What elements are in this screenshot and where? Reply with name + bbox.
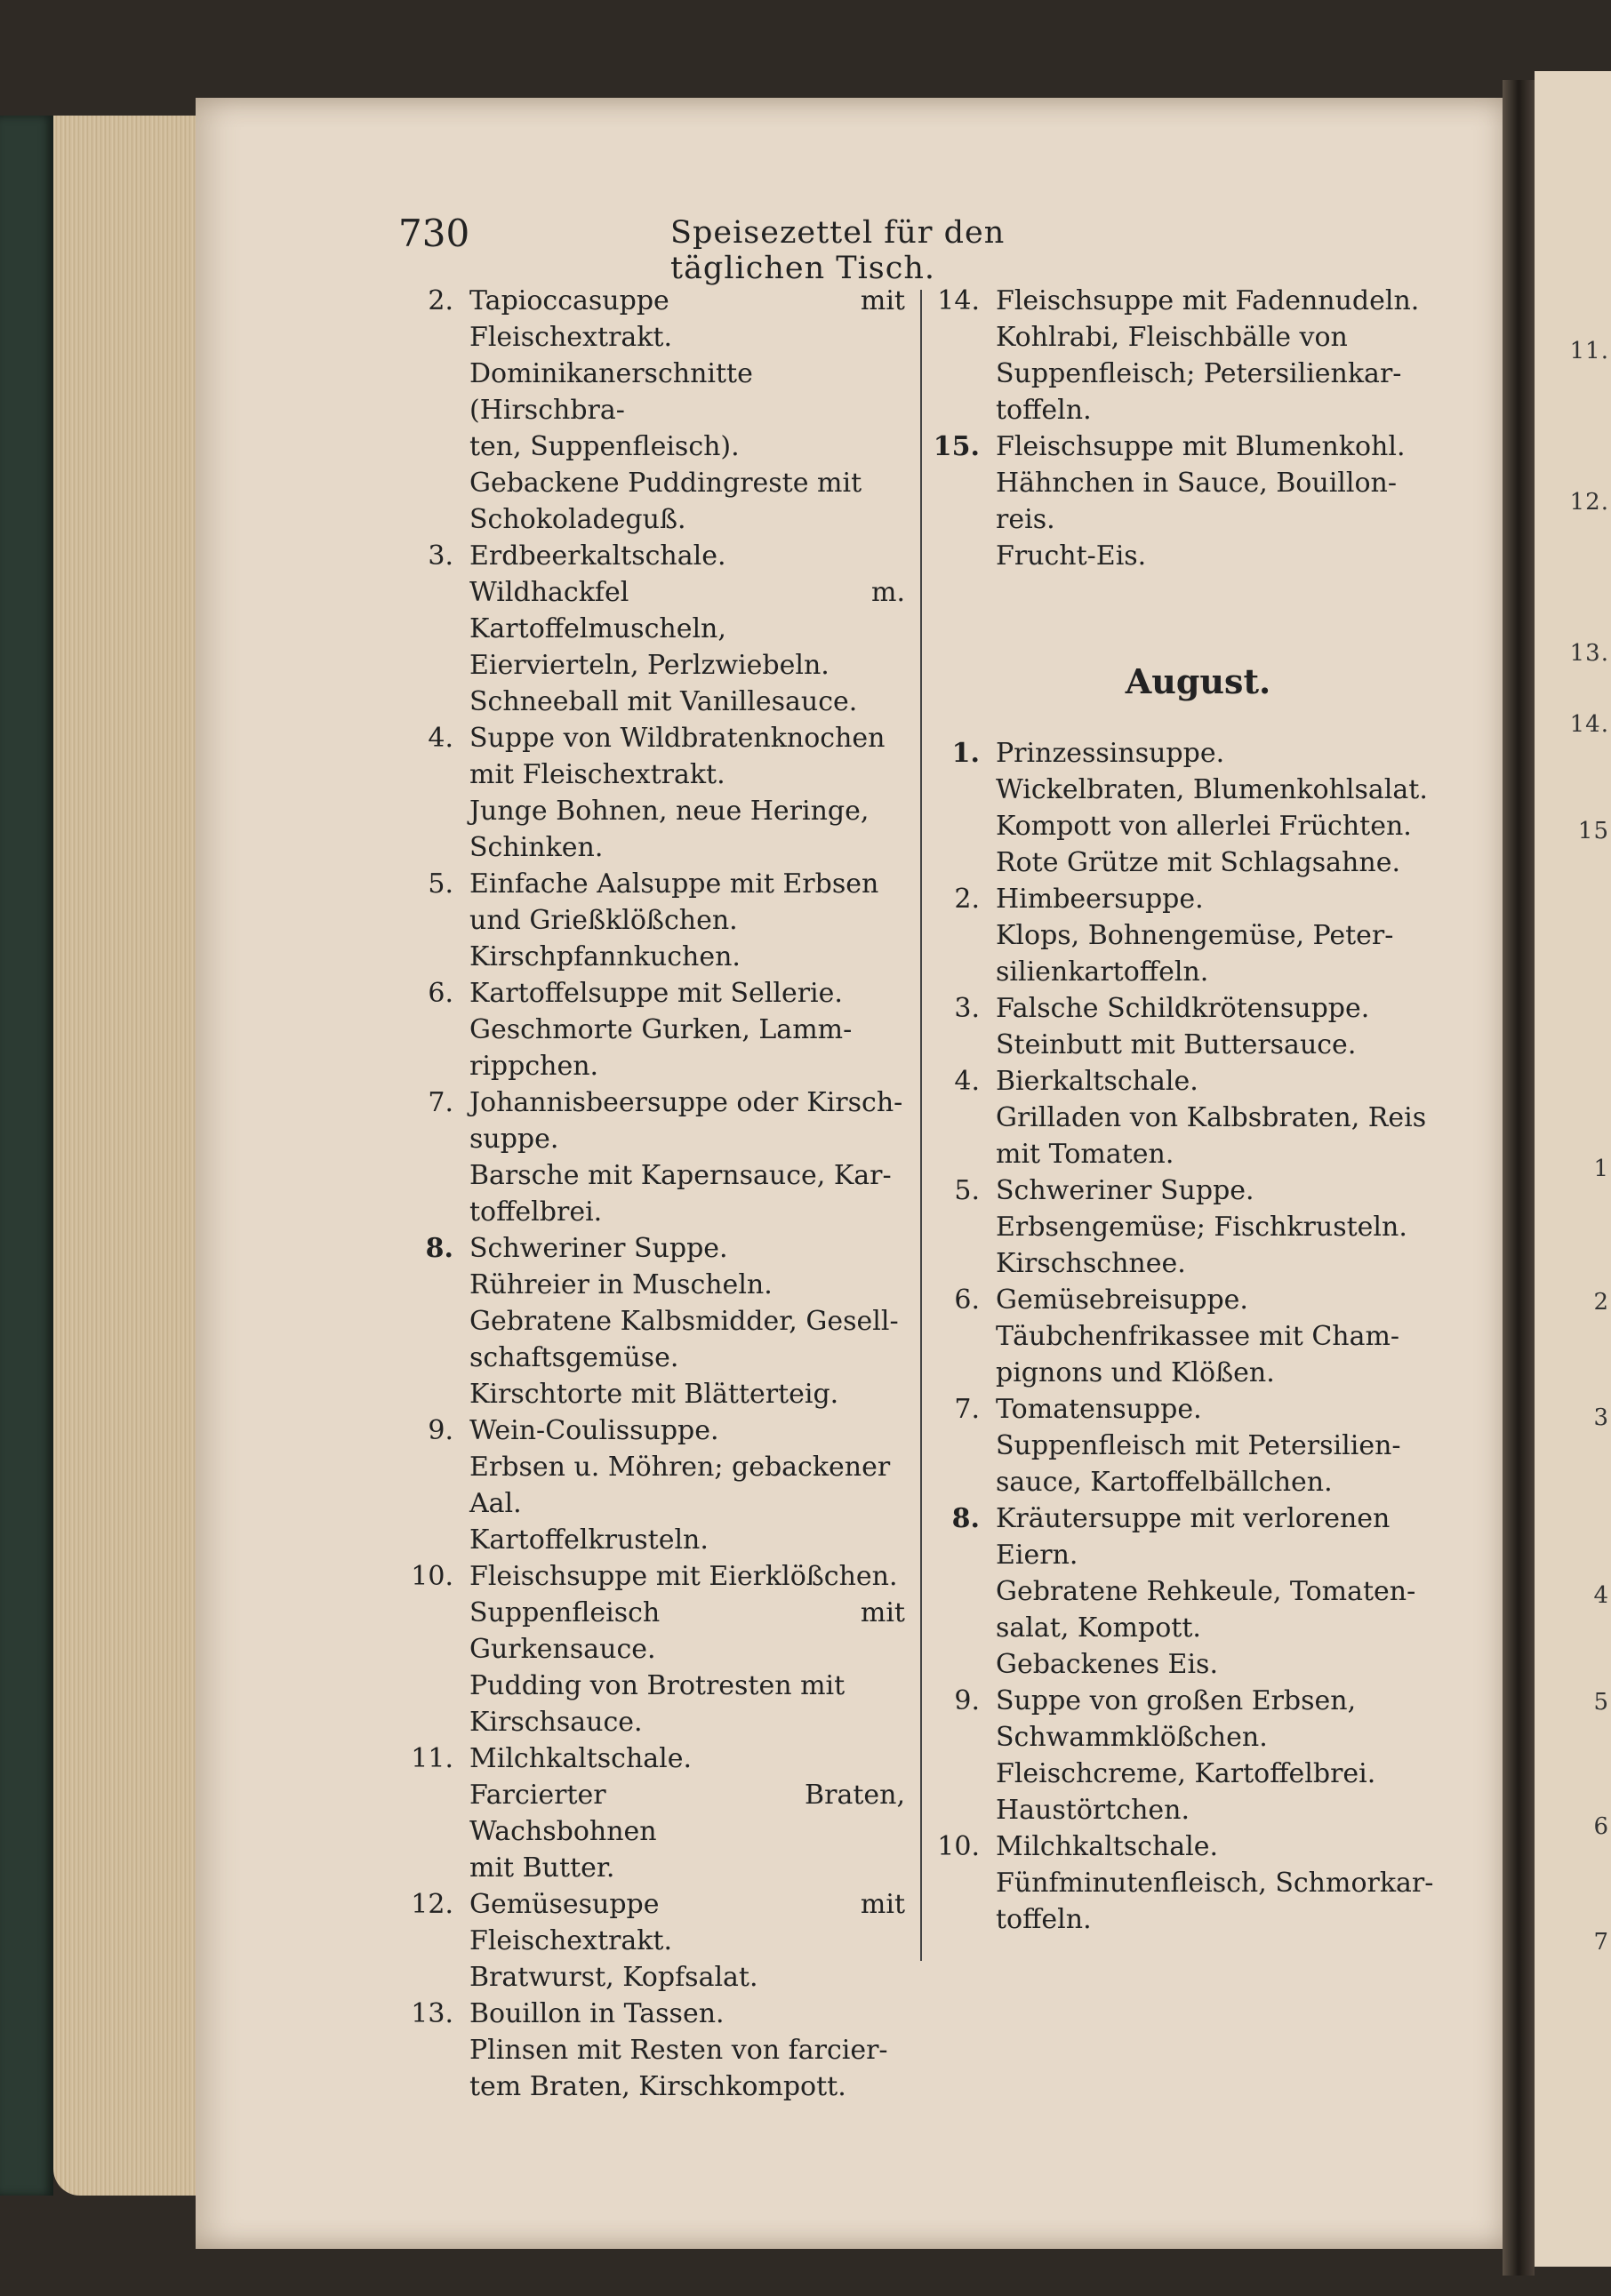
menu-line: Bierkaltschale. xyxy=(996,1066,1198,1097)
menu-items xyxy=(469,1558,905,1740)
menu-line: Tomatensuppe. xyxy=(996,1394,1202,1425)
day-number: 4. xyxy=(954,1066,980,1097)
day-number: 10. xyxy=(411,1561,453,1592)
menu-line: Geschmorte Gurken, Lamm- xyxy=(469,1014,853,1045)
facing-page-number: 5 xyxy=(1593,1689,1609,1716)
menu-line: Rote Grütze mit Schlagsahne. xyxy=(996,847,1400,878)
menu-line: Pudding von Brotresten mit xyxy=(469,1670,846,1701)
menu-line: Erbsengemüse; Fischkrusteln. xyxy=(996,1212,1407,1243)
menu-entry xyxy=(925,990,1436,1063)
menu-line: Gebackene Puddingreste mit xyxy=(469,468,862,499)
menu-line: Fünfminutenfleisch, Schmorkar- xyxy=(996,1868,1434,1899)
menu-line: Dominikanerschnitte (Hirschbra- xyxy=(469,358,753,426)
menu-entry xyxy=(398,538,905,720)
menu-line: reis. xyxy=(996,504,1055,535)
menu-line: toffeln. xyxy=(996,1904,1092,1935)
menu-line: Haustörtchen. xyxy=(996,1795,1190,1826)
day-number: 1. xyxy=(951,738,980,769)
day-number: 3. xyxy=(954,993,980,1024)
running-title: Speisezettel für den täglichen Tisch. xyxy=(670,215,1006,286)
menu-items xyxy=(469,1886,905,1996)
menu-items xyxy=(996,1828,1436,1938)
day-number: 9. xyxy=(428,1415,453,1446)
menu-items xyxy=(996,735,1436,881)
day-number: 3. xyxy=(428,540,453,572)
menu-entry xyxy=(925,881,1436,990)
menu-line: Himbeersuppe. xyxy=(996,884,1204,915)
facing-page-number: 14. xyxy=(1569,711,1609,738)
menu-line: Kartoffelsuppe mit Sellerie. xyxy=(469,978,843,1009)
menu-items xyxy=(996,881,1436,990)
menu-entry xyxy=(398,1558,905,1740)
menu-line: salat, Kompott. xyxy=(996,1612,1201,1644)
menu-items xyxy=(469,866,905,975)
menu-line: Kartoffelkrusteln. xyxy=(469,1524,709,1556)
menu-entry xyxy=(398,1740,905,1886)
menu-entry xyxy=(398,283,905,538)
menu-items xyxy=(469,283,905,538)
menu-entry xyxy=(925,1282,1436,1391)
day-number: 14. xyxy=(937,285,980,316)
menu-items xyxy=(996,428,1436,574)
column-divider xyxy=(920,290,922,1961)
menu-entry xyxy=(925,428,1436,574)
menu-line: mit Tomaten. xyxy=(996,1139,1174,1170)
day-number: 5. xyxy=(954,1175,980,1206)
facing-page-number: 12. xyxy=(1569,489,1609,516)
menu-line: Schweriner Suppe. xyxy=(469,1233,728,1264)
menu-line: Gebratene Kalbsmidder, Gesell- xyxy=(469,1306,899,1337)
menu-items xyxy=(996,1063,1436,1172)
right-column-july-entries xyxy=(925,283,1436,574)
day-number: 7. xyxy=(954,1394,980,1425)
menu-line: toffeln. xyxy=(996,395,1092,426)
menu-line: Schweriner Suppe. xyxy=(996,1175,1254,1206)
facing-page-number: 15 xyxy=(1577,818,1609,844)
menu-entry xyxy=(398,1412,905,1558)
menu-line: Schokoladeguß. xyxy=(469,504,686,535)
menu-line: Suppe von großen Erbsen, xyxy=(996,1685,1357,1716)
day-number: 2. xyxy=(954,884,980,915)
day-number: 6. xyxy=(428,978,453,1009)
menu-line: Wickelbraten, Blumenkohlsalat. xyxy=(996,774,1428,805)
page-header xyxy=(398,212,1159,286)
menu-line: Junge Bohnen, neue Heringe, xyxy=(469,796,870,827)
menu-entry xyxy=(925,735,1436,881)
menu-line: Suppenfleisch mit Petersilien- xyxy=(996,1430,1401,1461)
menu-line: Frucht-Eis. xyxy=(996,540,1147,572)
menu-items xyxy=(469,1230,905,1412)
menu-entry xyxy=(925,1063,1436,1172)
menu-line: mit Fleischextrakt. xyxy=(469,759,725,790)
menu-entry xyxy=(398,975,905,1084)
menu-entry xyxy=(398,720,905,866)
menu-entry xyxy=(925,1172,1436,1282)
menu-line: silienkartoffeln. xyxy=(996,956,1209,988)
menu-line: Hähnchen in Sauce, Bouillon- xyxy=(996,468,1397,499)
menu-line: toffelbrei. xyxy=(469,1196,603,1228)
menu-line: Klops, Bohnengemüse, Peter- xyxy=(996,920,1394,951)
menu-line: Eiervierteln, Perlzwiebeln. xyxy=(469,650,830,681)
day-number: 11. xyxy=(411,1743,453,1774)
menu-line: Milchkaltschale. xyxy=(469,1743,693,1774)
day-number: 12. xyxy=(411,1889,453,1920)
menu-items xyxy=(996,1500,1436,1683)
menu-items xyxy=(469,720,905,866)
right-column-august-entries xyxy=(925,735,1436,1938)
menu-items xyxy=(996,283,1436,428)
menu-entry xyxy=(925,1828,1436,1938)
menu-line: tem Braten, Kirschkompott. xyxy=(469,2071,846,2102)
facing-page-edge xyxy=(1535,71,1611,2267)
day-number: 15. xyxy=(933,431,980,462)
menu-line: pignons und Klößen. xyxy=(996,1357,1275,1388)
menu-line: suppe. xyxy=(469,1124,559,1155)
menu-line: Gebackenes Eis. xyxy=(996,1649,1218,1680)
menu-line: Eiern. xyxy=(996,1540,1078,1571)
menu-line: rippchen. xyxy=(469,1051,599,1082)
book-spine-gap xyxy=(1503,80,1535,2276)
day-number: 4. xyxy=(428,723,453,754)
day-number: 8. xyxy=(951,1503,980,1534)
menu-line: Schwammklößchen. xyxy=(996,1722,1268,1753)
menu-line: Barsche mit Kapernsauce, Kar- xyxy=(469,1160,892,1191)
menu-entry xyxy=(925,283,1436,428)
menu-line: Prinzessinsuppe. xyxy=(996,738,1225,769)
menu-items xyxy=(469,975,905,1084)
day-number: 6. xyxy=(954,1284,980,1316)
menu-items xyxy=(996,1172,1436,1282)
menu-entry xyxy=(925,1683,1436,1828)
menu-line: Steinbutt mit Buttersauce. xyxy=(996,1029,1357,1060)
menu-line: Erdbeerkaltschale. xyxy=(469,540,726,572)
menu-line: Fleischcreme, Kartoffelbrei. xyxy=(996,1758,1376,1789)
menu-line: Fleischsuppe mit Fadennudeln. xyxy=(996,285,1420,316)
menu-line: Grilladen von Kalbsbraten, Reis xyxy=(996,1102,1427,1133)
facing-page-number: 7 xyxy=(1593,1929,1609,1956)
menu-line: Kirschpfannkuchen. xyxy=(469,941,741,972)
menu-line: Rühreier in Muscheln. xyxy=(469,1269,773,1300)
menu-items xyxy=(996,1391,1436,1500)
menu-line: Kirschschnee. xyxy=(996,1248,1186,1279)
menu-line: Kirschsauce. xyxy=(469,1707,643,1738)
facing-page-number: 13. xyxy=(1569,640,1609,667)
book-cover-edge xyxy=(0,116,53,2196)
menu-line: Schneeball mit Vanillesauce. xyxy=(469,686,858,717)
menu-entry xyxy=(398,1886,905,1996)
right-column xyxy=(925,283,1436,1938)
month-heading: August. xyxy=(1125,661,1271,701)
day-number: 8. xyxy=(425,1233,453,1264)
menu-line: Bratwurst, Kopfsalat. xyxy=(469,1962,758,1993)
menu-line: Plinsen mit Resten von farcier- xyxy=(469,2035,888,2066)
menu-line: Bouillon in Tassen. xyxy=(469,1998,725,2029)
menu-items xyxy=(469,1412,905,1558)
menu-items xyxy=(996,990,1436,1063)
menu-entry xyxy=(398,1084,905,1230)
menu-line: Täubchenfrikassee mit Cham- xyxy=(996,1321,1400,1352)
menu-entry xyxy=(925,1500,1436,1683)
menu-line: Milchkaltschale. xyxy=(996,1831,1219,1862)
menu-line: Kräutersuppe mit verlorenen xyxy=(996,1503,1391,1534)
menu-line: Suppenfleisch mit Gurkensauce. xyxy=(469,1597,905,1665)
menu-line: schaftsgemüse. xyxy=(469,1342,679,1373)
page-edges xyxy=(53,116,204,2196)
facing-page-number: 4 xyxy=(1593,1582,1609,1609)
menu-line: Gebratene Rehkeule, Tomaten- xyxy=(996,1576,1416,1607)
facing-page-number: 11. xyxy=(1569,338,1609,364)
menu-items xyxy=(469,1740,905,1886)
menu-items xyxy=(469,1084,905,1230)
menu-entry xyxy=(398,1996,905,2105)
menu-items xyxy=(996,1683,1436,1828)
left-column xyxy=(398,283,905,2105)
menu-line: Johannisbeersuppe oder Kirsch- xyxy=(469,1087,903,1118)
menu-entry xyxy=(398,1230,905,1412)
menu-line: Kompott von allerlei Früchten. xyxy=(996,811,1412,842)
menu-items xyxy=(469,538,905,720)
menu-entry xyxy=(925,1391,1436,1500)
menu-line: Gemüsebreisuppe. xyxy=(996,1284,1248,1316)
facing-page-number: 2 xyxy=(1593,1289,1609,1316)
menu-items xyxy=(469,1996,905,2105)
day-number: 10. xyxy=(937,1831,980,1862)
menu-line: Wein-Coulissuppe. xyxy=(469,1415,719,1446)
menu-line: Fleischsuppe mit Blumenkohl. xyxy=(996,431,1406,462)
menu-line: Gemüsesuppe mit Fleischextrakt. xyxy=(469,1889,905,1956)
facing-page-number: 3 xyxy=(1593,1404,1609,1431)
day-number: 5. xyxy=(428,868,453,900)
menu-line: mit Butter. xyxy=(469,1852,615,1884)
menu-line: und Grießklößchen. xyxy=(469,905,738,936)
facing-page-number: 6 xyxy=(1593,1813,1609,1840)
day-number: 2. xyxy=(428,285,453,316)
facing-page-number: 1 xyxy=(1593,1156,1609,1182)
menu-line: Fleischsuppe mit Eierklößchen. xyxy=(469,1561,898,1592)
menu-line: sauce, Kartoffelbällchen. xyxy=(996,1467,1333,1498)
menu-line: Tapioccasuppe mit Fleischextrakt. xyxy=(469,285,905,353)
menu-line: Suppe von Wildbratenknochen xyxy=(469,723,886,754)
menu-entry xyxy=(398,866,905,975)
menu-line: Einfache Aalsuppe mit Erbsen xyxy=(469,868,879,900)
menu-line: Schinken. xyxy=(469,832,604,863)
day-number: 7. xyxy=(428,1087,453,1118)
menu-line: Kirschtorte mit Blätterteig. xyxy=(469,1379,839,1410)
menu-line: Erbsen u. Möhren; gebackener xyxy=(469,1452,891,1483)
menu-line: Suppenfleisch; Petersilienkar- xyxy=(996,358,1402,389)
menu-line: ten, Suppenfleisch). xyxy=(469,431,740,462)
menu-line: Falsche Schildkrötensuppe. xyxy=(996,993,1370,1024)
page-number: 730 xyxy=(398,212,470,255)
menu-line: Kohlrabi, Fleischbälle von xyxy=(996,322,1348,353)
menu-line: Wildhackfel m. Kartoffelmuscheln, xyxy=(469,577,905,644)
day-number: 13. xyxy=(411,1998,453,2029)
menu-items xyxy=(996,1282,1436,1391)
menu-line: Farcierter Braten, Wachsbohnen xyxy=(469,1780,905,1847)
day-number: 9. xyxy=(954,1685,980,1716)
menu-line: Aal. xyxy=(469,1488,522,1519)
